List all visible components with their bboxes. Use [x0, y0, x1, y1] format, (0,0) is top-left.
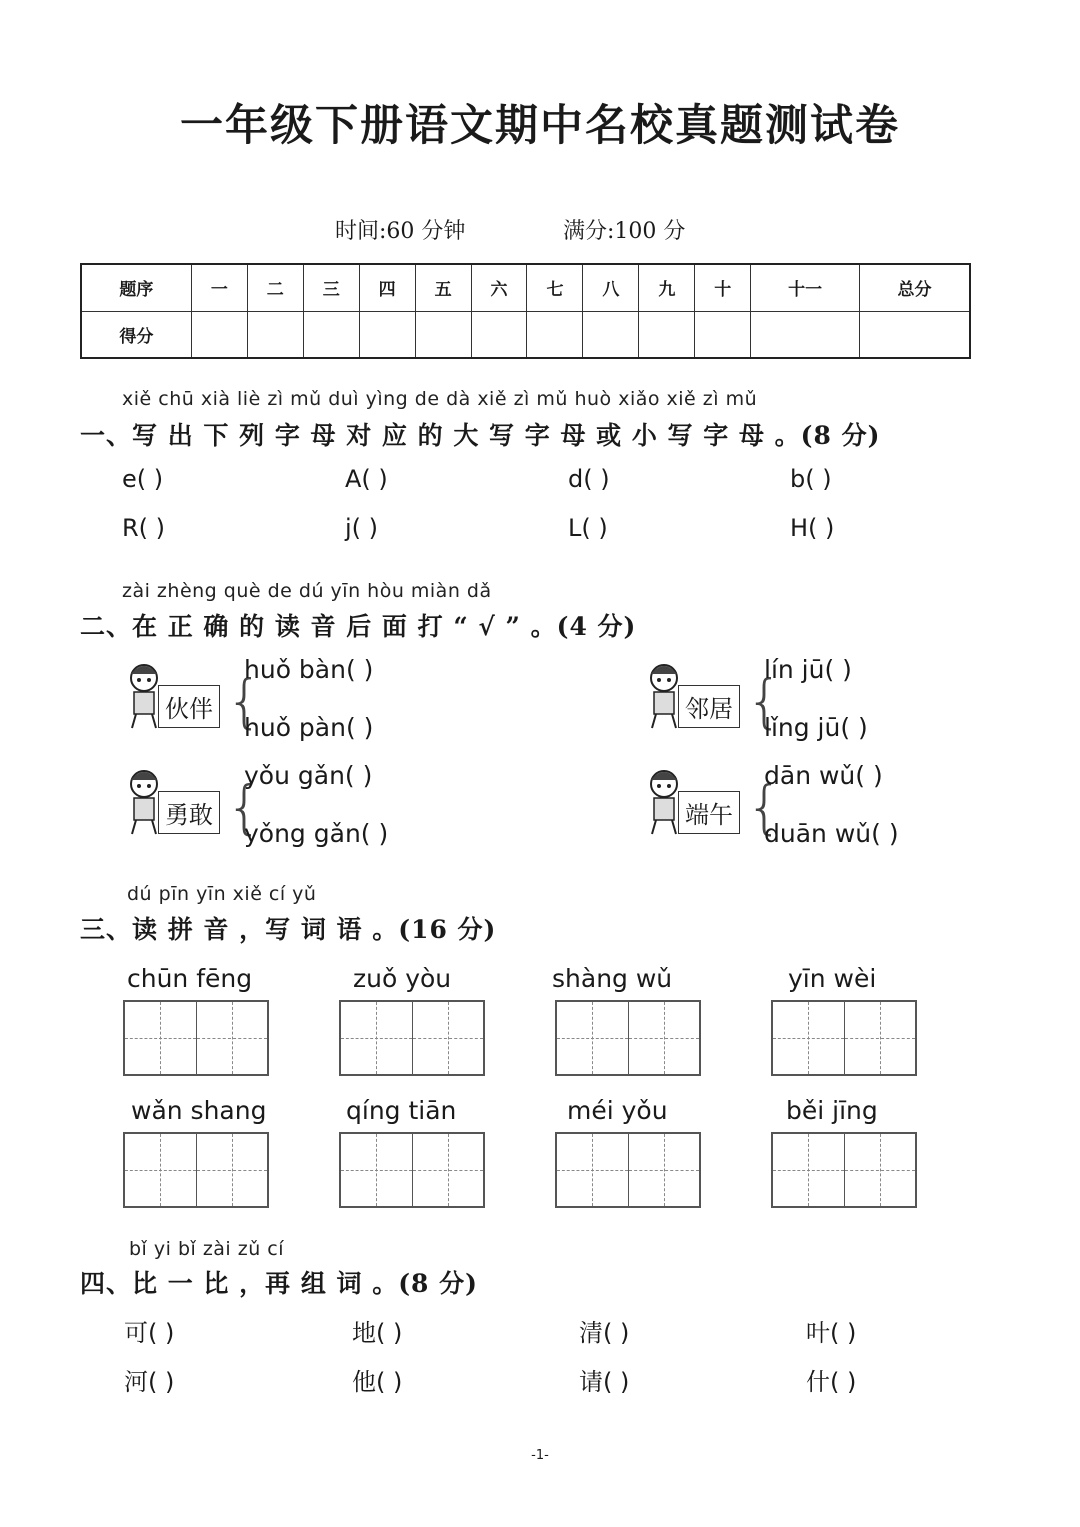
word-box: 勇敢 [158, 791, 220, 834]
s1-item[interactable]: d( ) [568, 465, 610, 493]
score-header-cell: 十 [695, 264, 751, 311]
writing-grid[interactable] [339, 1132, 485, 1208]
score-header-cell: 三 [303, 264, 359, 311]
brace: { [226, 773, 263, 841]
word-box: 邻居 [678, 685, 740, 728]
score-table [80, 263, 971, 359]
writing-grid[interactable] [555, 1132, 701, 1208]
page-number: -1- [531, 1448, 549, 1463]
pinyin-word: zuǒ yòu [353, 964, 452, 993]
score-header-cell: 六 [471, 264, 527, 311]
pinyin-option[interactable]: lǐng jū( ) [764, 713, 868, 742]
score-input-cell[interactable] [860, 311, 971, 358]
score-input-cell[interactable] [751, 311, 860, 358]
pinyin-word: yīn wèi [788, 964, 877, 993]
score-header-cell: 一 [191, 264, 247, 311]
writing-grid[interactable] [771, 1000, 917, 1076]
score-header-cell: 八 [583, 264, 639, 311]
pinyin-option[interactable]: yǒu gǎn( ) [244, 761, 373, 790]
s1-item[interactable]: R( ) [122, 514, 166, 542]
pinyin-word: shàng wǔ [552, 964, 673, 993]
s1-item[interactable]: b( ) [790, 465, 832, 493]
score-header-cell: 七 [527, 264, 583, 311]
section3-title: 三、读 拼 音 ，写 词 语 。(16 分) [80, 915, 497, 944]
section4-pinyin: bǐ yi bǐ zài zǔ cí [129, 1238, 285, 1260]
score-input-cell[interactable] [583, 311, 639, 358]
word-box: 端午 [678, 791, 740, 834]
score-input-cell[interactable] [527, 311, 583, 358]
score-input-cell[interactable] [415, 311, 471, 358]
score-input-cell[interactable] [639, 311, 695, 358]
score-header-cell: 五 [415, 264, 471, 311]
score-row-label: 得分 [81, 311, 191, 358]
s1-item[interactable]: H( ) [790, 514, 835, 542]
page-title: 一年级下册语文期中名校真题测试卷 [180, 101, 900, 151]
writing-grid[interactable] [555, 1000, 701, 1076]
score-input-cell[interactable] [695, 311, 751, 358]
section4-title: 四、比 一 比 ，再 组 词 。(8 分) [80, 1269, 478, 1298]
writing-grid[interactable] [123, 1132, 269, 1208]
pinyin-option[interactable]: dān wǔ( ) [764, 761, 883, 790]
s1-item[interactable]: L( ) [568, 514, 608, 542]
section3-pinyin: dú pīn yīn xiě cí yǔ [127, 883, 317, 905]
pinyin-option[interactable]: yǒng gǎn( ) [244, 819, 389, 848]
pinyin-word: běi jīng [786, 1096, 878, 1125]
s4-item[interactable]: 清( ) [579, 1319, 630, 1347]
brace: { [746, 667, 783, 735]
pinyin-word: chūn fēng [127, 964, 253, 993]
full-score-label: 满分:100 分 [563, 219, 686, 244]
time-label: 时间:60 分钟 [335, 219, 466, 244]
pinyin-option[interactable]: duān wǔ( ) [764, 819, 899, 848]
pinyin-word: méi yǒu [567, 1096, 668, 1125]
pinyin-word: wǎn shang [131, 1096, 267, 1125]
pinyin-option[interactable]: huǒ bàn( ) [244, 655, 374, 684]
score-input-cell[interactable] [359, 311, 415, 358]
writing-grid[interactable] [339, 1000, 485, 1076]
score-table-header-row [81, 264, 970, 311]
s1-item[interactable]: e( ) [122, 465, 164, 493]
score-input-cell[interactable] [471, 311, 527, 358]
s1-item[interactable]: j( ) [345, 514, 379, 542]
word-box: 伙伴 [158, 685, 220, 728]
s4-item[interactable]: 什( ) [806, 1368, 857, 1396]
s4-item[interactable]: 他( ) [352, 1368, 403, 1396]
section2-title: 二、在 正 确 的 读 音 后 面 打 “ √ ” 。(4 分) [80, 612, 637, 641]
score-table-score-row [81, 311, 970, 358]
score-input-cell[interactable] [247, 311, 303, 358]
score-header-cell: 十一 [751, 264, 860, 311]
s4-item[interactable]: 请( ) [579, 1368, 630, 1396]
score-input-cell[interactable] [303, 311, 359, 358]
brace: { [746, 773, 783, 841]
writing-grid[interactable] [123, 1000, 269, 1076]
s1-item[interactable]: A( ) [345, 465, 388, 493]
writing-grid[interactable] [771, 1132, 917, 1208]
score-header-cell: 总分 [860, 264, 971, 311]
score-header-cell: 题序 [81, 264, 191, 311]
section2-pinyin: zài zhèng què de dú yīn hòu miàn dǎ [122, 580, 492, 602]
section1-title: 一、写 出 下 列 字 母 对 应 的 大 写 字 母 或 小 写 字 母 。(8 分) [80, 421, 881, 450]
score-header-cell: 二 [247, 264, 303, 311]
score-header-cell: 四 [359, 264, 415, 311]
brace: { [226, 667, 263, 735]
s4-item[interactable]: 河( ) [124, 1368, 175, 1396]
s4-item[interactable]: 可( ) [124, 1319, 175, 1347]
s4-item[interactable]: 叶( ) [806, 1319, 857, 1347]
score-header-cell: 九 [639, 264, 695, 311]
pinyin-option[interactable]: lín jū( ) [764, 655, 852, 684]
section1-pinyin: xiě chū xià liè zì mǔ duì yìng de dà xiě zì mǔ huò xiǎo xiě zì mǔ [122, 388, 758, 410]
score-input-cell[interactable] [191, 311, 247, 358]
pinyin-word: qíng tiān [346, 1096, 457, 1125]
pinyin-option[interactable]: huǒ pàn( ) [244, 713, 374, 742]
s4-item[interactable]: 地( ) [352, 1319, 403, 1347]
